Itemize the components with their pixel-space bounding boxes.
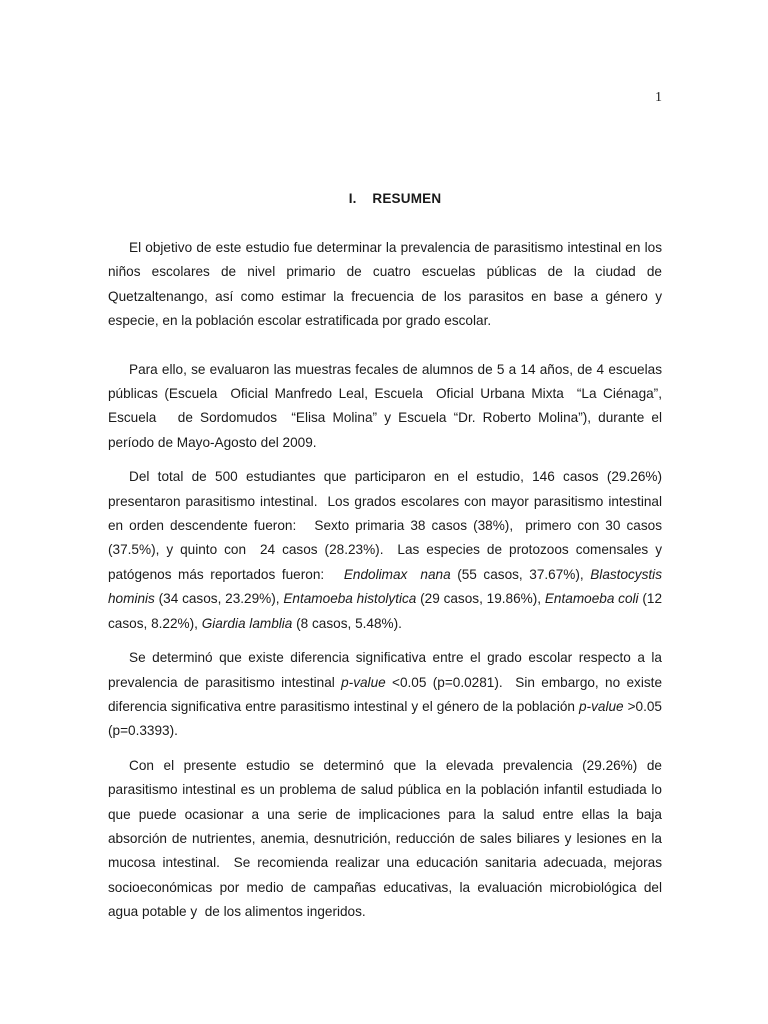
paragraph-results	[108, 465, 666, 636]
paragraph-objective: El objetivo de este estudio fue determinar la prevalencia de parasitismo intestinal en los niños escolares de nivel primario de cuatro escuelas públicas de la ciudad de Quetzaltenango, así como estimar la frecuencia de los parasitos en base a género y especie, en la población escolar estratificada por grado escolar.	[108, 240, 662, 329]
stats-text-c: >0.05 (p=0.3393).	[108, 698, 666, 739]
abstract-body	[108, 236, 666, 925]
results-text-c: (34 casos, 23.29%),	[154, 591, 284, 607]
species-entamoeba-coli: Entamoeba coli	[544, 591, 639, 607]
p-value-label-2: p-value	[579, 698, 624, 714]
species-entamoeba-histolytica: Entamoeba histolytica	[283, 591, 417, 607]
species-blastocystis-hominis: Blastocystis hominis	[108, 566, 666, 607]
paragraph-methods: Para ello, se evaluaron las muestras fecales de alumnos de 5 a 14 años, de 4 escuelas públicas (Escuela Oficial Manfredo Leal, Escuela Oficial Urbana Mixta “La Ciénaga”, Escuela de Sordomudos “Elisa Molina” y Escuela “Dr. Roberto Molina”), durante el período de Mayo-Agosto del 2009.	[108, 361, 666, 450]
results-text-d: (29 casos, 19.86%),	[416, 591, 545, 607]
results-text-f: (8 casos, 5.48%).	[292, 615, 402, 631]
paragraph-conclusion: Con el presente estudio se determinó que la elevada prevalencia (29.26%) de parasitismo intestinal es un problema de salud pública en la población infantil estudiada lo que puede ocasionar a una serie de implicaciones para la salud entre ellas la baja absorción de nutrientes, anemia, desnutrición, reducción de sales biliares y lesiones en la mucosa intestinal. Se recomienda realizar una educación sanitaria adecuada, mejoras socioeconómicas por medio de campañas educativas, la evaluación microbiológica del agua potable y de los alimentos ingeridos.	[108, 757, 666, 920]
results-text-a: Del total de 500 estudiantes que participaron en el estudio, 146 casos (29.26%) presentaron parasitismo intestinal. Los grados escolares con mayor parasitismo intestinal en orden descendente fueron: Sexto primaria 38 casos (38%), primero con 30 casos (37.5%), y quinto con 24 casos (28.23%). Las especies de protozoos comensales y patógenos más reportados fueron:	[108, 469, 666, 582]
species-giardia-lamblia: Giardia lamblia	[201, 615, 293, 631]
page-number: 1	[655, 90, 662, 105]
results-text-b: (55 casos, 37.67%),	[450, 566, 591, 582]
species-endolimax-nana: Endolimax nana	[343, 566, 451, 582]
p-value-label-1: p-value	[341, 674, 386, 690]
results-text-e: (12 casos, 8.22%),	[108, 591, 666, 631]
stats-text-b: <0.05 (p=0.0281). Sin embargo, no existe diferencia significativa entre parasitismo intestinal y el género de la población	[108, 674, 666, 714]
stats-text-a: Se determinó que existe diferencia significativa entre el grado escolar respecto a la prevalencia de parasitismo intestinal	[108, 650, 666, 690]
section-title: I. RESUMEN	[348, 191, 442, 206]
paragraph-statistics	[108, 646, 666, 744]
